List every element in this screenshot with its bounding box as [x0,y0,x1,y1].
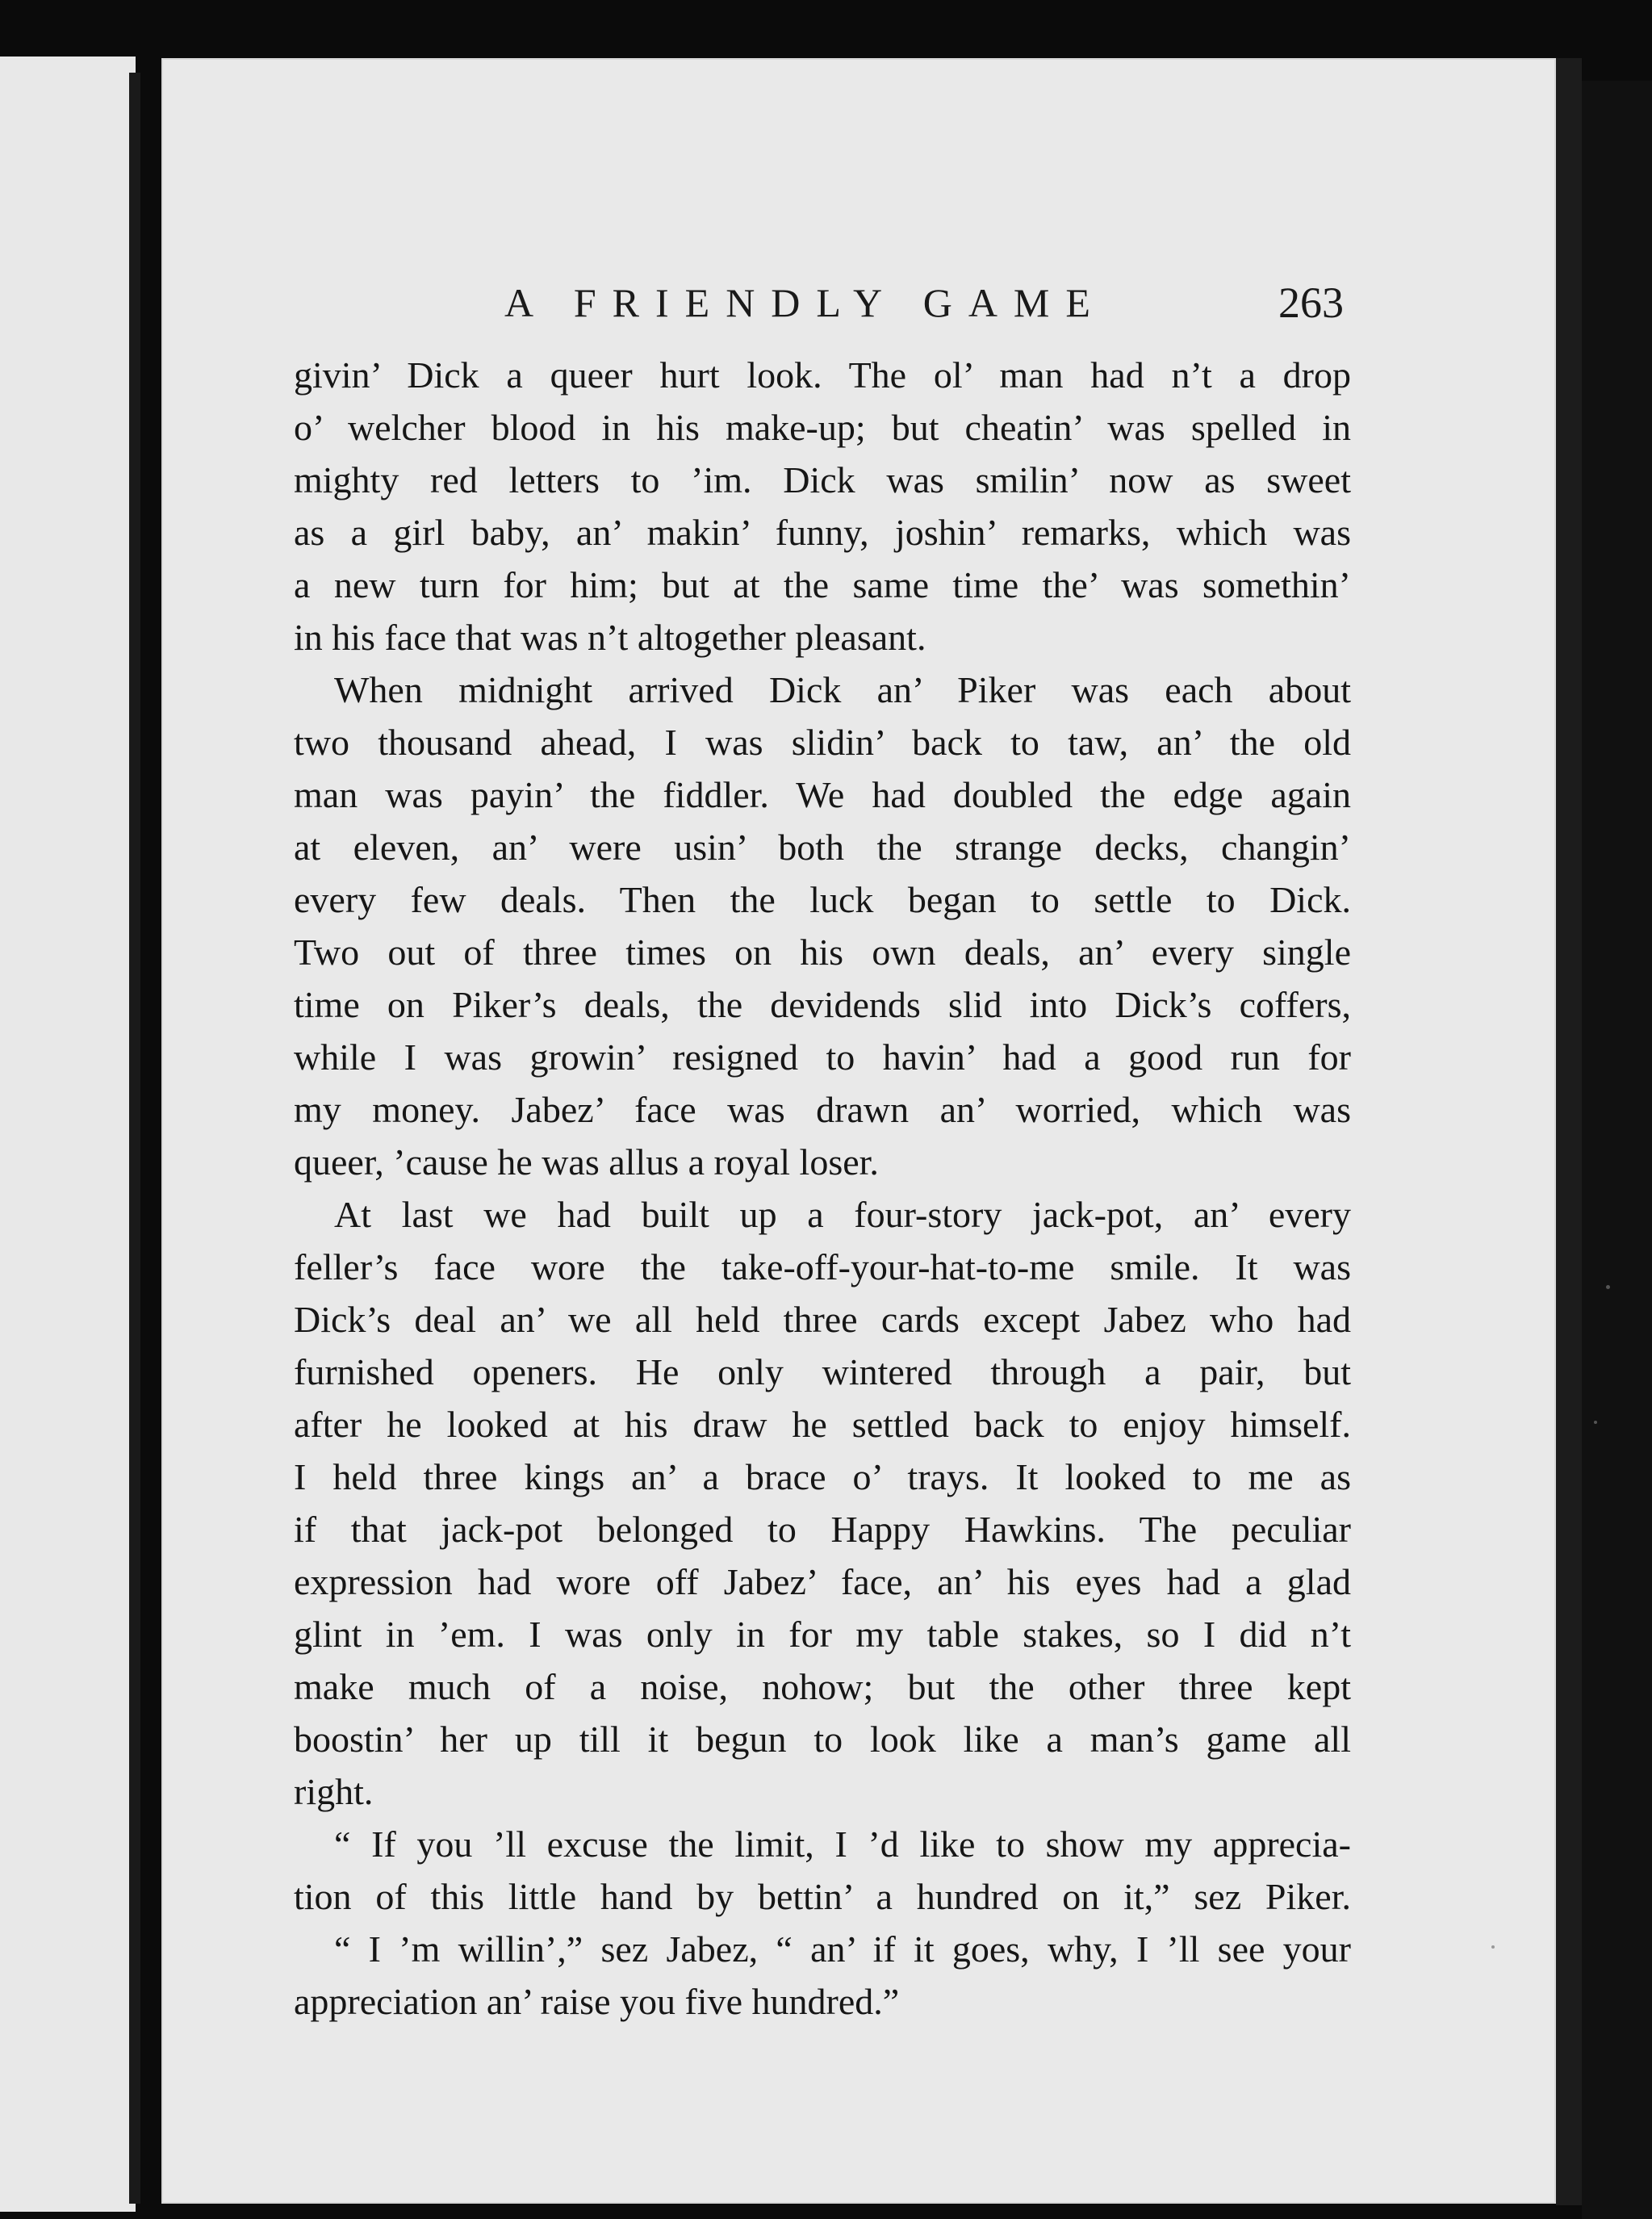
text-line: furnished openers. He only wintered through a pair, but [294,1351,1351,1392]
text-line: queer, ’cause he was allus a royal loser. [294,1141,879,1183]
right-binding-shadow [1556,58,1582,2205]
left-page-edge [0,57,136,2212]
text-line: “ I ’m willin’,” sez Jabez, “ an’ if it goes, why, I ’ll see your [334,1928,1351,1970]
text-line: while I was growin’ resigned to havin’ had a good run for [294,1036,1351,1078]
text-line: make much of a noise, nohow; but the other three kept [294,1666,1351,1707]
text-line: appreciation an’ raise you five hundred.” [294,1981,900,2022]
text-line: boostin’ her up till it begun to look like a man’s game all [294,1719,1351,1760]
text-line: At last we had built up a four-story jack-pot, an’ every [334,1194,1351,1235]
text-line: I held three kings an’ a brace o’ trays. It looked to me as [294,1456,1351,1497]
text-line: a new turn for him; but at the same time the’ was somethin’ [294,564,1351,605]
text-line: at eleven, an’ were usin’ both the strange decks, changin’ [294,827,1351,868]
running-head: A FRIENDLY GAME [504,280,1106,325]
text-line: When midnight arrived Dick an’ Piker was each about [334,669,1351,710]
body-text [294,349,1351,2028]
text-line: after he looked at his draw he settled back to enjoy himself. [294,1404,1351,1445]
text-line: givin’ Dick a queer hurt look. The ol’ man had n’t a drop [294,354,1351,396]
text-line: “ If you ’ll excuse the limit, I ’d like to show my apprecia- [334,1823,1351,1865]
gutter-shadow [129,73,140,2204]
text-line: if that jack-pot belonged to Happy Hawkins. The peculiar [294,1509,1351,1550]
text-line: two thousand ahead, I was slidin’ back to taw, an’ the old [294,722,1351,763]
scan-speck [1594,1421,1597,1424]
text-line: my money. Jabez’ face was drawn an’ worried, which was [294,1089,1351,1130]
text-line: Dick’s deal an’ we all held three cards except Jabez who had [294,1299,1351,1340]
text-line: feller’s face wore the take-off-your-hat-to-me smile. It was [294,1246,1351,1287]
text-line: Two out of three times on his own deals, an’ every single [294,932,1351,973]
text-line: man was payin’ the fiddler. We had doubled the edge again [294,774,1351,815]
text-line: as a girl baby, an’ makin’ funny, joshin’ remarks, which was [294,512,1351,553]
text-line: time on Piker’s deals, the devidends slid into Dick’s coffers, [294,984,1351,1025]
scan-speck [1606,1285,1610,1289]
page-number: 263 [1278,278,1344,327]
text-line: expression had wore off Jabez’ face, an’ his eyes had a glad [294,1561,1351,1602]
text-line: right. [294,1771,374,1812]
text-line: mighty red letters to ’im. Dick was smilin’ now as sweet [294,459,1351,500]
scan-background [1582,81,1652,2219]
text-line: tion of this little hand by bettin’ a hundred on it,” sez Piker. [294,1876,1351,1917]
page-header [161,228,1556,327]
text-line: glint in ’em. I was only in for my table stakes, so I did n’t [294,1614,1351,1655]
scan-speck [1491,1945,1495,1949]
text-line: every few deals. Then the luck began to settle to Dick. [294,879,1351,920]
text-line: o’ welcher blood in his make-up; but cheatin’ was spelled in [294,407,1351,448]
book-page [161,58,1556,2204]
text-line: in his face that was n’t altogether pleasant. [294,617,926,658]
